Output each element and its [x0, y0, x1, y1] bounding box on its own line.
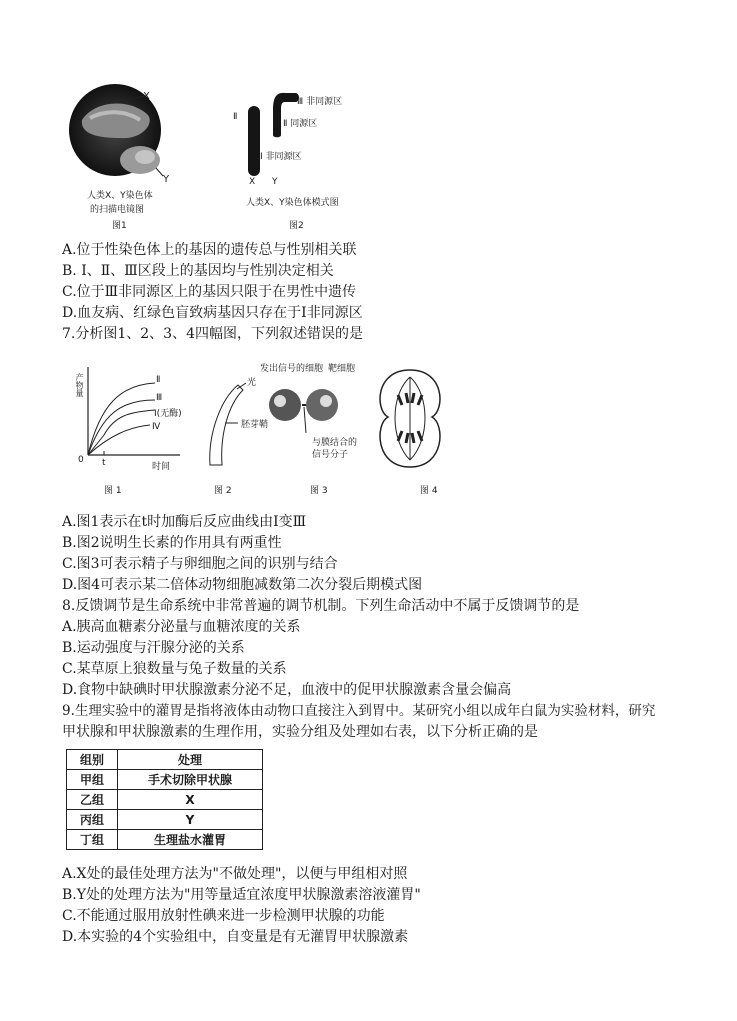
q7-option-a: A.图1表示在t时加酶后反应曲线由Ⅰ变Ⅲ — [62, 514, 307, 530]
q7-fig1-t: t — [102, 458, 106, 468]
q6-option-b: B. Ⅰ、Ⅱ、Ⅲ区段上的基因均与性别决定相关 — [62, 263, 334, 279]
fig2-region-i-label: Ⅰ 非同源区 — [260, 152, 302, 162]
q7-option-c: C.图3可表示精子与卵细胞之间的识别与结合 — [62, 556, 338, 572]
q7-option-b: B.图2说明生长素的作用具有两重性 — [62, 535, 282, 551]
table-cell: 甲组 — [67, 770, 118, 790]
table-cell: 丙组 — [67, 810, 118, 830]
q7-fig1-title: 图 1 — [104, 486, 122, 496]
q7-fig2-title: 图 2 — [214, 486, 232, 496]
q8-option-a: A.胰高血糖素分泌量与血糖浓度的关系 — [62, 619, 301, 635]
q8-option-d: D.食物中缺碘时甲状腺激素分泌不足，血液中的促甲状腺激素含量会偏高 — [62, 682, 512, 698]
q7-option-d: D.图4可表示某二倍体动物细胞减数第二次分裂后期模式图 — [62, 577, 423, 593]
q9-stem-line2: 甲状腺和甲状腺激素的生理作用，实验分组及处理如右表，以下分析正确的是 — [62, 724, 538, 740]
q7-fig3-signal-cell: 发出信号的细胞 — [260, 364, 324, 374]
q7-fig1-xlabel: 时间 — [152, 462, 171, 472]
fig2-caption: 人类X、Y染色体模式图 — [246, 198, 339, 208]
table-cell: 生理盐水灌胃 — [118, 830, 263, 850]
q6-option-d: D.血友病、红绿色盲致病基因只存在于Ⅰ非同源区 — [62, 305, 363, 321]
fig1-title: 图1 — [112, 221, 127, 231]
fig2-region-ii-left: Ⅱ — [233, 112, 238, 122]
q9-option-c: C.不能通过服用放射性碘来进一步检测甲状腺的功能 — [62, 908, 385, 924]
q7-fig1-curve-i: Ⅰ(无酶) — [154, 409, 182, 419]
table-row — [67, 770, 263, 790]
fig2-region-iii-label: Ⅲ 非同源区 — [297, 97, 343, 107]
q8-stem: 8.反馈调节是生命系统中非常普遍的调节机制。下列生命活动中不属于反馈调节的是 — [62, 598, 580, 614]
table-header-row — [67, 750, 263, 770]
fig1-y-label: Y — [163, 174, 170, 185]
q7-fig3-molecule-line1: 与膜结合的 — [312, 438, 358, 448]
q9-stem-line1: 9.生理实验中的灌胃是指将液体由动物口直接注入到胃中。某研究小组以成年白鼠为实验材料，研究 — [62, 703, 656, 719]
q7-fig3-target-cell: 靶细胞 — [328, 364, 356, 374]
table-header-treatment: 处理 — [118, 750, 263, 770]
q7-stem: 7.分析图1、2、3、4四幅图，下列叙述错误的是 — [62, 326, 363, 342]
fig2-region-ii-label: Ⅱ 同源区 — [283, 119, 318, 129]
table-row — [67, 810, 263, 830]
table-cell: 丁组 — [67, 830, 118, 850]
table-header-group: 组别 — [67, 750, 118, 770]
q7-fig3-molecule-line2: 信号分子 — [312, 450, 349, 460]
q7-fig2-coleoptile: 胚芽鞘 — [241, 420, 269, 430]
q8-option-b: B.运动强度与汗腺分泌的关系 — [62, 640, 245, 656]
q7-figures-drawing — [60, 355, 480, 500]
q9-treatment-table — [66, 749, 263, 850]
fig1-x-label: X — [143, 91, 150, 102]
q7-figures — [60, 355, 480, 500]
q7-fig1-curve-iii: Ⅲ — [156, 393, 163, 403]
table-cell: X — [118, 790, 263, 810]
q7-fig1-curve-ii: Ⅱ — [156, 375, 161, 385]
q7-fig1-ylabel: 产物量 — [75, 373, 84, 397]
fig2-title: 图2 — [289, 221, 304, 231]
fig2-x-label: X — [249, 177, 256, 187]
q7-fig1-origin: 0 — [78, 455, 84, 465]
chromosome-figures — [60, 80, 380, 230]
fig1-caption-line1: 人类X、Y染色体 — [87, 191, 153, 201]
q9-option-d: D.本实验的4个实验组中，自变量是有无灌胃甲状腺激素 — [62, 929, 409, 945]
q9-option-a: A.X处的最佳处理方法为"不做处理"，以便与甲组相对照 — [62, 866, 408, 882]
q7-fig3-title: 图 3 — [310, 486, 328, 496]
table-cell: 乙组 — [67, 790, 118, 810]
q7-fig2-light: 光 — [247, 378, 257, 388]
fig1-caption-line2: 的扫描电镜图 — [90, 205, 145, 215]
q6-option-a: A.位于性染色体上的基因的遗传总与性别相关联 — [62, 242, 357, 258]
table-row — [67, 830, 263, 850]
q7-fig1-curve-iv: Ⅳ — [152, 422, 161, 432]
table-cell: 手术切除甲状腺 — [118, 770, 263, 790]
fig2-y-label: Y — [272, 177, 278, 187]
q8-option-c: C.某草原上狼数量与兔子数量的关系 — [62, 661, 287, 677]
table-cell: Y — [118, 810, 263, 830]
q9-option-b: B.Y处的处理方法为"用等量适宜浓度甲状腺激素溶液灌胃" — [62, 887, 421, 903]
table-row — [67, 790, 263, 810]
q6-option-c: C.位于Ⅲ非同源区上的基因只限于在男性中遗传 — [62, 284, 357, 300]
q7-fig4-title: 图 4 — [420, 486, 438, 496]
